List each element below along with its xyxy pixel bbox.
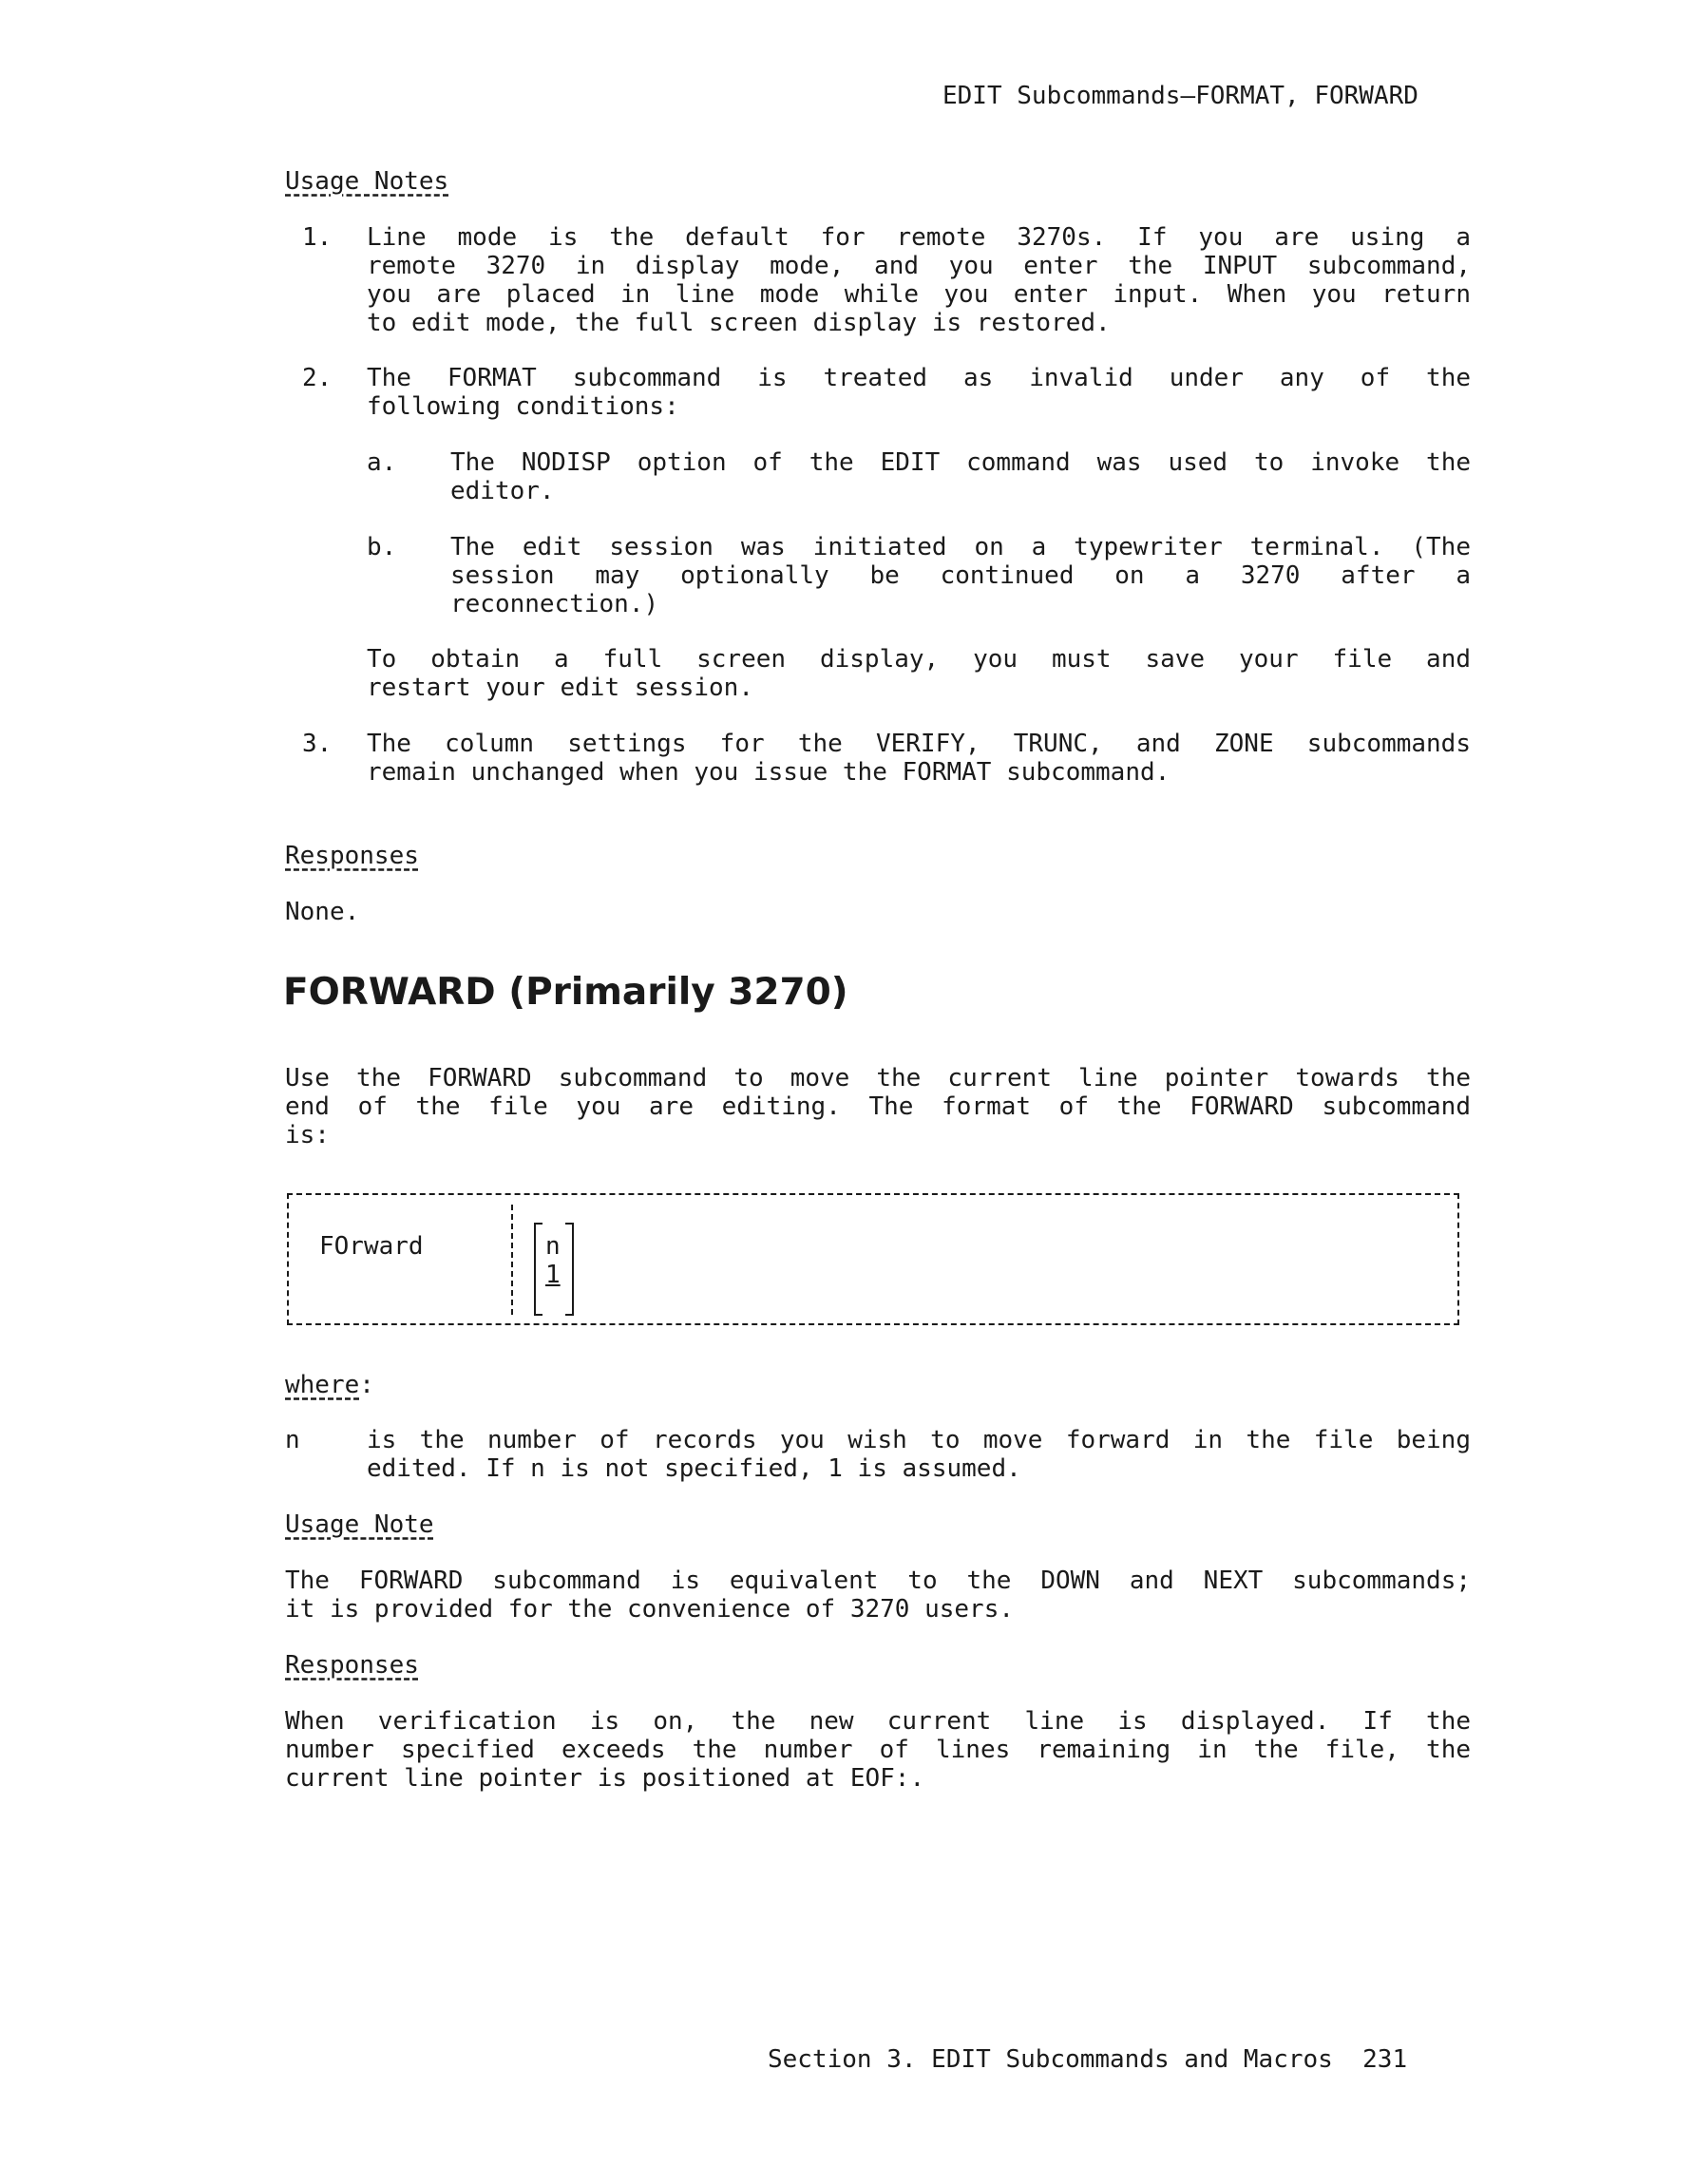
responses-heading: Responses: [285, 842, 419, 870]
sub-item-line: The NODISP option of the EDIT command was used to invoke the: [450, 448, 1471, 477]
note-line: to edit mode, the full screen display is restored.: [367, 309, 1111, 337]
note-follow-line: restart your edit session.: [367, 674, 753, 702]
note-line: you are placed in line mode while you enter input. When you return: [367, 280, 1471, 309]
note-number: 1.: [302, 223, 333, 252]
sub-item-line: editor.: [450, 477, 555, 505]
usage-note-line: it is provided for the convenience of 3270 users.: [285, 1595, 1015, 1624]
responses-line: current line pointer is positioned at EOF:.: [285, 1764, 925, 1793]
syntax-right-bracket: [565, 1223, 574, 1316]
page-number: 231: [1362, 2045, 1408, 2074]
usage-note-heading: Usage Note: [285, 1510, 434, 1539]
intro-line: Use the FORWARD subcommand to move the current line pointer towards the: [285, 1064, 1471, 1092]
where-label: where:: [285, 1371, 374, 1399]
syntax-operand: n: [545, 1232, 561, 1261]
note-number: 3.: [302, 730, 333, 758]
usage-note-line: The FORWARD subcommand is equivalent to the DOWN and NEXT subcommands;: [285, 1567, 1471, 1595]
footer-section-label: Section 3. EDIT Subcommands and Macros: [768, 2045, 1333, 2074]
note-line: The column settings for the VERIFY, TRUNC, and ZONE subcommands: [367, 730, 1471, 758]
section-title: FORWARD (Primarily 3270): [283, 971, 848, 1014]
note-line: following conditions:: [367, 392, 679, 421]
sub-item-line: The edit session was initiated on a typewriter terminal. (The: [450, 533, 1471, 561]
responses-heading: Responses: [285, 1651, 419, 1680]
sub-item-letter: a.: [367, 448, 397, 477]
note-follow-line: To obtain a full screen display, you must save your file and: [367, 645, 1471, 674]
operand-description-line: edited. If n is not specified, 1 is assumed.: [367, 1454, 1021, 1483]
note-line: remain unchanged when you issue the FORMAT subcommand.: [367, 758, 1171, 787]
note-line: The FORMAT subcommand is treated as invalid under any of the: [367, 364, 1471, 392]
intro-line: end of the file you are editing. The format of the FORWARD subcommand: [285, 1092, 1471, 1121]
sub-item-line: reconnection.): [450, 590, 659, 618]
syntax-divider: [511, 1205, 513, 1315]
syntax-default-value: 1: [545, 1261, 561, 1289]
intro-line: is:: [285, 1121, 330, 1149]
operand-description-line: is the number of records you wish to move forward in the file being: [367, 1426, 1471, 1454]
syntax-command: FOrward: [319, 1232, 424, 1261]
operand-term: n: [285, 1426, 300, 1454]
page-footer: [768, 2045, 1407, 2074]
syntax-diagram: [287, 1193, 1459, 1325]
note-line: Line mode is the default for remote 3270s. If you are using a: [367, 223, 1471, 252]
note-number: 2.: [302, 364, 333, 392]
note-line: remote 3270 in display mode, and you enter the INPUT subcommand,: [367, 252, 1471, 280]
syntax-left-bracket: [534, 1223, 542, 1316]
responses-text: None.: [285, 898, 360, 926]
responses-line: When verification is on, the new current line is displayed. If the: [285, 1707, 1471, 1736]
running-header: EDIT Subcommands—FORMAT, FORWARD: [942, 82, 1418, 110]
sub-item-letter: b.: [367, 533, 397, 561]
responses-line: number specified exceeds the number of lines remaining in the file, the: [285, 1736, 1471, 1764]
usage-notes-heading: Usage Notes: [285, 167, 449, 196]
sub-item-line: session may optionally be continued on a 3270 after a: [450, 561, 1471, 590]
